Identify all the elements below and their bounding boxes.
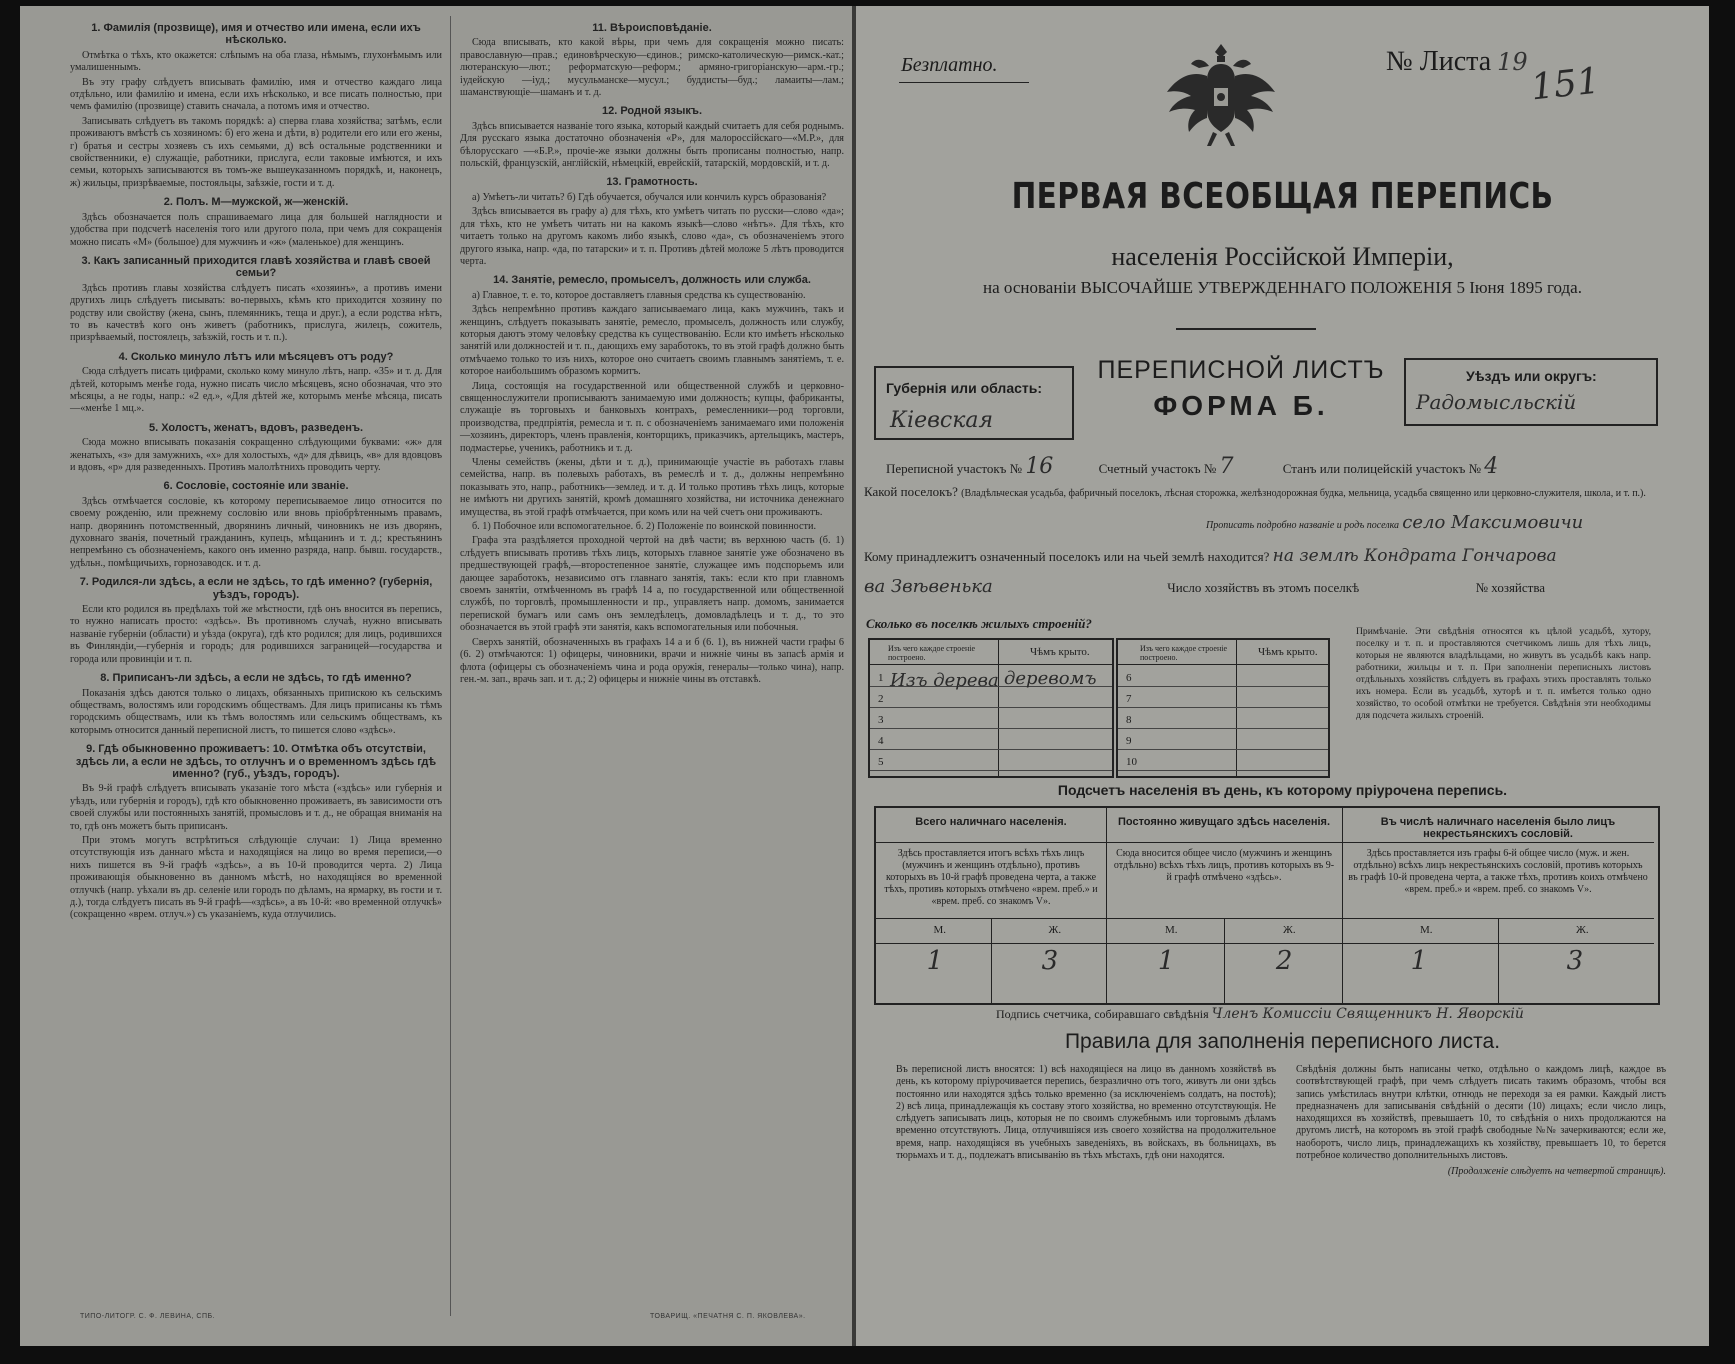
- column-divider: [450, 16, 451, 1316]
- section-heading: 4. Сколько минуло лѣтъ или мѣсяцевъ отъ роду?: [118, 350, 394, 363]
- grid-head-roof: Чѣмъ крыто.: [1030, 646, 1090, 658]
- owner-line-2: [864, 576, 1684, 597]
- section-heading: 8. Приписанъ-ли здѣсь, а если не здѣсь, то гдѣ именно?: [100, 672, 412, 685]
- male-count-handwritten: 1: [1157, 946, 1175, 976]
- sheet-number-label: № Листа: [1386, 46, 1492, 77]
- grid-right-head-built: Изъ чего каждое строеніе построено.: [1140, 644, 1228, 662]
- grid-right-head-roof: Чѣмъ крыто.: [1258, 646, 1318, 658]
- province-box: [874, 366, 1074, 440]
- section-paragraph: Лица, состоящія на государственной или общественной службѣ и церковно-священнослужители прописываютъ занимаемую ими должность; купцы, фабриканты, служащіе въ торговыхъ и банковыхъ контрахъ, ремесленники—род торговли, производства, предпріятія, ремесла и т. п. с обозначеніемъ занимаемаго ими положенія—хозяинъ, директоръ, членъ правленія, конторщикъ, приказчикъ, артельщикъ, мастеръ, подмастерье, ученикъ, работникъ и т. д.: [460, 380, 844, 454]
- settlement-note: (Владѣльческая усадьба, фабричный поселокъ, лѣсная сторожка, желѣзнодорожная будка, мельница, усадьба священно или церковно-служителя, школа, и т. п.).: [961, 488, 1646, 499]
- rules-column-1: Въ переписной листъ вносятся: 1) всѣ находящіеся на лицо въ данномъ хозяйствѣ въ день, къ которому пріурочивается перепись, безразлично отъ того, живутъ ли они здѣсь постоянно или находятся здѣсь только временно (за исключеніемъ солдатъ, на постоѣ); 2) всѣ лица, принадлежащія къ составу этого хозяйства, но временно отсутствующія. Не слѣдуетъ записывать лицъ, которыя не по своимъ служебнымъ или торговымъ дѣламъ временно отсутствуютъ. Лица, отлучившіяся изъ своего хозяйства на продолжительное время, напр. находящіяся въ учебныхъ заведеніяхъ, въ войскахъ, въ больницахъ, въ тюрьмахъ и т. д., подлежатъ вписыванію въ тѣхъ мѣстахъ, гдѣ они находятся.: [896, 1064, 1276, 1162]
- signature-handwritten: Членъ Комиссіи Священникъ Н. Яворскій: [1211, 1006, 1524, 1022]
- owner-handwritten: на землѣ Кондрата Гончарова: [1272, 546, 1557, 566]
- rules-continuation: (Продолженіе слѣдуетъ на четвертой страницѣ).: [1447, 1166, 1666, 1178]
- grid-roof-handwritten: деревомъ: [1004, 668, 1097, 689]
- areas-line: [886, 454, 1498, 479]
- section-paragraph: Сюда слѣдуетъ писать цифрами, сколько кому минуло лѣтъ, напр. «35» и т. д. Для дѣтей, которымъ менѣе года, нужно писать число мѣсяцевъ, ясно обозначая, что это мѣсяцы, а не годы, напр.: «2 ед.», «Для дѣтей же, которымъ менѣе мѣсяца, писать—«менѣе 1 мц.».: [70, 366, 442, 415]
- sheet-number-handwritten-2: 151: [1529, 60, 1602, 109]
- buildings-label: Сколько въ поселкѣ жилыхъ строеній?: [866, 616, 1092, 631]
- buildings-note: Примѣчаніе. Эти свѣдѣнія относятся къ цѣлой усадьбѣ, хутору, поселку и т. п. и проставляются счетчикомъ лишь для тѣхъ лицъ, которыя не являются владѣльцами, но живутъ въ усадьбѣ какъ напр. работники, жильцы и т. п. При заполненіи переписныхъ листовъ отдѣльныхъ хозяйствъ слѣдуетъ въ графахъ этихъ проставлять только ихъ номера. Если въ усадьбѣ, хуторѣ и т. п. имѣется только одно хозяйство, то особой отмѣтки не требуется. Свѣдѣнія эти необходимы для подсчета жилыхъ строеній.: [1356, 626, 1651, 721]
- census-area-handwritten: 16: [1025, 454, 1054, 479]
- section-paragraph: Отмѣтка о тѣхъ, кто окажется: слѣпымъ на оба глаза, нѣмымъ, глухонѣмымъ или умалишеннымъ.: [70, 49, 442, 74]
- grid-row-number: 8: [1126, 714, 1132, 726]
- rules-column-2-text: Свѣдѣнія должны быть написаны четко, отдѣльно о каждомъ лицѣ, каждое въ соотвѣтствующей графѣ, при чемъ слѣдуетъ писать такимъ образомъ, чтобы вся запись умѣстилась внутри клѣтки, отнюдь не переходя за ея рамки. Каждый листъ предназначенъ для записыванія свѣдѣній о десяти (10) лицахъ; если число лицъ, находящихся въ хозяйствѣ, превышаетъ 10, то свѣдѣнія о нихъ продолжаются на другомъ листѣ, на которомъ въ этой графѣ свободные №№ зачеркиваются; если же, наоборотъ, число лицъ, принадлежащихъ къ хозяйству, превышаетъ 10, то берется потребное количество дополнительныхъ листовъ.: [1296, 1064, 1666, 1162]
- section-heading: 5. Холостъ, женатъ, вдовъ, разведенъ.: [148, 421, 364, 434]
- male-female-header: [876, 918, 1106, 944]
- free-label: Безплатно.: [901, 54, 998, 76]
- printer-imprint-right: ТОВАРИЩ. «ПЕЧАТНЯ С. П. ЯКОВЛЕВА».: [650, 1313, 806, 1320]
- section-heading: 12. Родной языкъ.: [601, 105, 702, 118]
- section-paragraph: Здѣсь обозначается полъ спрашиваемаго лица для большей наглядности и удобства при подсчетѣ населенія того или другого пола, при чемъ для сокращенія можно писать «М» (большое) для мужчинъ и «ж» (маленькое) для женщинъ.: [70, 211, 442, 248]
- section-heading: 6. Сословіе, состояніе или званіе.: [163, 480, 349, 493]
- right-page-census-form: [856, 6, 1709, 1346]
- grid-built-handwritten: Изъ дерева: [890, 670, 999, 691]
- district-box: [1404, 358, 1658, 426]
- section-paragraph: а) Главное, т. е. то, которое доставляетъ главныя средства къ существованію.: [472, 289, 806, 301]
- population-column-head: Постоянно живущаго здѣсь населенія.: [1106, 808, 1342, 843]
- grid-row-number: 4: [878, 735, 884, 747]
- male-female-header: [1106, 918, 1342, 944]
- section-paragraph: а) Умѣетъ-ли читать? б) Гдѣ обучается, обучался или кончилъ курсъ образованія?: [472, 191, 827, 203]
- settlement-note-2: Прописать подробно названіе и родъ поселка: [1206, 520, 1400, 531]
- section-paragraph: Въ эту графу слѣдуетъ вписывать фамилію, имя и отчество каждаго лица отдѣльно, или фамилію и имена, если ихъ нѣсколько, и все писать полностью, при чемъ фамилію (прозвище) ставить сначала, а потомъ имя и отчество.: [70, 76, 442, 113]
- section-paragraph: Здѣсь вписывается названіе того языка, который каждый считаетъ для себя роднымъ. Для русскаго языка достаточно обозначенія «Р», для малороссійскаго—«М.Р.», для бѣлорусскаго —«Б.Р.», прочіе-же языки должны быть прописаны полностью, напр. польскій, французскій, англійскій, нѣмецкій, еврейскій, татарскій, мордовскій, и т. д.: [460, 120, 844, 170]
- female-label: Ж.: [1576, 924, 1589, 936]
- female-count-handwritten: 3: [1041, 946, 1059, 976]
- section-paragraph: Здѣсь непремѣнно противъ каждаго записываемаго лица, какъ мужчинъ, такъ и женщинъ, слѣдуетъ показывать занятіе, ремесло, промыселъ, должность или службу, которыя даютъ этому человѣку средства къ существованію. Если кто имѣетъ нѣсколько занятій или должностей и т. п., дающихъ ему заработокъ, то въ этой графѣ должно быть отмѣчаемо только то изъ нихъ, которое оно считаетъ своимъ главнымъ занятіемъ, т. е. которое наибольшимъ образомъ кормитъ.: [460, 304, 844, 378]
- female-count-handwritten: 2: [1275, 946, 1293, 976]
- settlement-line: [864, 484, 1664, 500]
- household-number-label: № хозяйства: [1475, 580, 1546, 595]
- female-count-handwritten: 3: [1566, 946, 1584, 976]
- grid-row-number: 1: [878, 672, 884, 684]
- legal-basis: на основаніи ВЫСОЧАЙШЕ УТВЕРЖДЕННАГО ПОЛОЖЕНІЯ 5 Іюня 1895 года.: [983, 278, 1582, 297]
- sheet-number: [1386, 46, 1528, 78]
- rules-column-2: [1296, 1064, 1666, 1179]
- population-column: [876, 808, 1107, 1003]
- section-paragraph: Если кто родился въ предѣлахъ той же мѣстности, гдѣ онъ вносится въ перепись, то нужно написать просто: «здѣсь». Въ противномъ случаѣ, нужно вписывать названіе губерніи (области) и уѣзда (округа), гдѣ кто родился; для лицъ, родившихся въ Финляндіи,—губернія и городъ; для родившихся заграницей—государства и города или провинціи и т. п.: [70, 604, 442, 665]
- district-handwritten: Радомысльскій: [1416, 390, 1577, 414]
- section-paragraph: Показанія здѣсь даются только о лицахъ, обязанныхъ припискою къ сельскимъ обществамъ, волостямъ или городскимъ обществамъ. Для лицъ приписаны къ тѣмъ городскимъ обществамъ, или къ тѣмъ волостямъ или сельскимъ обществамъ, къ которымъ относится данный переписной листъ, то пишется слово «здѣсь».: [70, 687, 442, 736]
- owner-label: Кому принадлежитъ означенный поселокъ или на чьей землѣ находится?: [864, 549, 1270, 564]
- province-label: Губернія или область:: [886, 380, 1043, 396]
- count-area-label: Счетный участокъ №: [1098, 461, 1217, 476]
- grid-row-number: 7: [1126, 693, 1132, 705]
- section-paragraph: б. 1) Побочное или вспомогательное. б. 2) Положеніе по воинской повинности.: [472, 521, 816, 533]
- female-label: Ж.: [1048, 924, 1062, 936]
- section-paragraph: Въ 9-й графѣ слѣдуетъ вписывать указаніе того мѣста («здѣсь» или губернія и уѣздъ, или губернія и городъ), гдѣ кто обыкновенно проживаетъ, въ зависимости отъ своей службы или постоянныхъ занятій, промысловъ и т. д., не обращая вниманія на то, гдѣ онъ можетъ быть приписанъ.: [70, 783, 442, 832]
- section-paragraph: Здѣсь противъ главы хозяйства слѣдуетъ писать «хозяинъ», а противъ имени другихъ лицъ слѣдуетъ писывать: во-первыхъ, кѣмъ кто приходится хозяину по родству или свойству (жена, сынъ, племянникъ, теща и друг.), а если родства нѣтъ, то въ качествѣ кого онъ живетъ (работникъ, прислуга, жилецъ, сожитель, призрѣваемый, постоялецъ, заѣзжій, гость и т. п.).: [70, 282, 442, 344]
- printer-imprint-left: ТИПО-ЛИТОГР. С. Ф. ЛЕВИНА, СПБ.: [80, 1313, 216, 1320]
- population-column-body: Сюда вносится общее число (мужчинъ и женщинъ отдѣльно) всѣхъ тѣхъ лицъ, противъ которыхъ въ 9-й графѣ отмѣчено «здѣсь».: [1113, 848, 1335, 883]
- section-paragraph: Сверхъ занятій, обозначенныхъ въ графахъ 14 а и б (6. 1), въ нижней части графы 6 (6. 2) отмѣчаются: 1) офицеры, чиновники, врачи и нижніе чины въ запасѣ армія и флота (офицеры съ обозначеніемъ чина и рода оружія, генералы—только чина), напр. ген.-м. зап., врачь зап. и т. д.; 2) офицеры и нижніе чины въ отставкѣ.: [460, 636, 844, 685]
- signature-label: Подпись счетчика, собиравшаго свѣдѣнія: [996, 1007, 1209, 1021]
- grid-row-number: 6: [1126, 672, 1132, 684]
- grid-row-number: 2: [878, 693, 884, 705]
- section-heading: 14. Занятіе, ремесло, промыселъ, должность или служба.: [493, 274, 811, 287]
- section-heading: 13. Грамотность.: [606, 176, 698, 189]
- count-area-handwritten: 7: [1219, 454, 1234, 479]
- grid-row-number: 3: [878, 714, 884, 726]
- male-label: М.: [1165, 924, 1178, 936]
- police-area-handwritten: 4: [1484, 454, 1499, 479]
- buildings-grid-right: [1116, 638, 1330, 778]
- sheet-number-handwritten: 19: [1497, 48, 1528, 76]
- section-paragraph: Записывать слѣдуетъ въ такомъ порядкѣ: а) сперва глава хозяйства; затѣмъ, если проживаютъ вмѣстѣ съ хозяиномъ: б) его жена и дѣти, в) родители его или его жены, г) братья и сестры хозяевъ съ ихъ семьями, д) всѣ остальные родственники и свойственники, е) служащіе, работники, прислуга, если таковые имѣются, и ихъ семьи, которыхъ записываются въ томъ-же вышеуказанномъ порядкѣ, и, наконецъ, ж) жильцы, призрѣваемые, постояльцы, заѣзжіе, гости и т. д.: [70, 115, 442, 189]
- female-label: Ж.: [1283, 924, 1296, 936]
- section-paragraph: Здѣсь отмѣчается сословіе, къ которому переписываемое лицо относится по своему рожденію, или прежнему сословію или вновь пріобрѣтеннымъ правамъ, напр. дворянинъ потомственный, дворянинъ личный, чиновникъ не изъ дворянъ, духовнаго званія, почетный гражданинъ, купецъ, мѣщанинъ и т. д.; крестьянинъ непремѣнно съ обозначеніемъ, какого онъ именно разряда, напр. бывш. государств., удѣльн., помѣщичьихъ, горнозаводск. и т. д.: [70, 495, 442, 569]
- census-area-label: Переписной участокъ №: [886, 461, 1023, 476]
- buildings-grid-left: [868, 638, 1114, 778]
- imperial-eagle-emblem-icon: [1161, 36, 1281, 156]
- population-column-body: Здѣсь проставляется итогъ всѣхъ тѣхъ лицъ (мужчинъ и женщинъ отдѣльно), противъ которыхъ въ 10-й графѣ проведена черта, а также тѣхъ, противъ которыхъ отмѣчено «врем. преб.» и «врем. преб. со знакомъ V».: [884, 848, 1098, 907]
- settlement-value-line: [1206, 512, 1656, 533]
- settlement-label: Какой поселокъ?: [864, 484, 958, 499]
- owner-handwritten-2: ва Звѣвенька: [864, 576, 993, 597]
- section-heading: 1. Фамилія (прозвище), имя и отчество или имена, если ихъ нѣсколько.: [91, 22, 421, 47]
- population-tally-title: Подсчетъ населенія въ день, къ которому пріурочена перепись.: [1057, 782, 1508, 798]
- section-paragraph: Графа эта раздѣляется проходной чертой на двѣ части; въ верхнюю часть (б. 1) слѣдуетъ вписывать противъ тѣхъ лицъ, которыхъ главное занятіе уже обозначено въ предшествующей графѣ,—второстепенное занятіе, служащее имъ подспорьемъ или дающее заработокъ, независимо отъ главнаго занятія, такъ: если кто при главномъ своемъ занятіи, отмѣченномъ въ графѣ 14 а, по государственной или общественной службѣ, по торговлѣ, промышленности и пр., управляетъ напр. домомъ, занимается перепиской бумагъ или самъ онъ земледѣлецъ, домовладѣлецъ и т. д., то это обозначается въ этой графѣ эти занятія, какъ вспомогательныя или побочныя.: [460, 535, 844, 634]
- grid-head-built: Изъ чего каждое строеніе построено.: [888, 644, 976, 662]
- male-female-header: [1342, 918, 1654, 944]
- section-paragraph: Сюда вписывать, кто какой вѣры, при чемъ для сокращенія можно писать: православную—прав.; единовѣрческую—єдинов.; римско-католическую—римск.-кат.; лютеранскую—лют.; реформатскую—реформ.; армяно-григоріанскую—арм.-гр.; іудейскую —іуд.; мусульманске—мусул.; буддисты—буд.; ламаиты—лам.; шаманствующіе—шаманъ и т. д.: [460, 37, 844, 99]
- police-area-label: Станъ или полицейскій участокъ №: [1282, 461, 1482, 476]
- grid-row-number: 5: [878, 756, 884, 768]
- population-column-body: Здѣсь проставляется изъ графы 6-й общее число (муж. и жен. отдѣльно) всѣхъ лицъ некрестьянскихъ сословій, противъ которыхъ въ графѣ 10-й проведена черта, а также тѣхъ, противъ коихъ отмѣчено «врем. преб.» и «врем. преб. со знакомъ V».: [1348, 848, 1648, 895]
- rules-title: Правила для заполненія переписного листа.: [1064, 1030, 1501, 1053]
- population-column-head: Всего наличнаго населенія.: [876, 808, 1106, 843]
- grid-row-number: 10: [1126, 756, 1137, 768]
- households-label: Число хозяйствъ въ этомъ поселкѣ: [1167, 580, 1360, 595]
- title-rule: [1176, 328, 1316, 330]
- district-label: Уѣздъ или округъ:: [1466, 368, 1597, 384]
- population-column-head: Въ числѣ наличнаго населенія было лицъ некрестьянскихъ сословій.: [1342, 808, 1654, 843]
- free-underline: [899, 82, 1029, 83]
- section-paragraph: При этомъ могутъ встрѣтиться слѣдующіе случаи: 1) Лица временно отсутствующія изъ даннаго мѣста и находящіяся на лицо во время переписи,—о нихъ пишется въ 9-й графѣ «здѣсь», а въ 10-й проводится черта. 2) Лица проживающія обыкновенно въ данномъ мѣстѣ, но находящіяся во временной отлучкѣ (напр. уѣхали въ др. селеніе или городъ по дѣламъ, на ярмарку, въ гости и т. д.), тогда слѣдуетъ писать въ 9-й графѣ—«здѣсь», а въ 10-й: «во временной отлучкѣ» (сокращенно «врем. отлуч.») съ указаніемъ, куда отлучились.: [70, 834, 442, 921]
- male-label: М.: [1420, 924, 1433, 936]
- form-title: ПЕРЕПИСНОЙ ЛИСТЪ: [1097, 356, 1385, 384]
- section-heading: 2. Полъ. М—мужской, ж—женскій.: [163, 196, 349, 209]
- province-handwritten: Кіевская: [890, 408, 994, 433]
- population-column: [1106, 808, 1343, 1003]
- census-title: ПЕРВАЯ ВСЕОБЩАЯ ПЕРЕПИСЬ: [1011, 176, 1554, 217]
- population-tally-table: [874, 806, 1660, 1005]
- population-column: [1342, 808, 1654, 1003]
- instructions-column-2: [460, 16, 844, 688]
- male-count-handwritten: 1: [1410, 946, 1428, 976]
- settlement-handwritten: село Максимовичи: [1402, 512, 1584, 533]
- owner-line: [864, 546, 1684, 566]
- section-heading: 11. Вѣроисповѣданіе.: [592, 22, 712, 34]
- census-subtitle: населенія Россійской Имперіи,: [1111, 242, 1454, 271]
- left-page-instructions: [20, 6, 856, 1346]
- male-label: М.: [933, 924, 947, 936]
- instructions-column-1: [70, 16, 442, 924]
- section-paragraph: Сюда можно вписывать показанія сокращенно слѣдующими буквами: «ж» для женатыхъ, «з» для замужнихъ, «х» для холостыхъ, «д» для дѣвицъ, «в» для вдовцовъ и вдовъ, «р» для разведенныхъ. Противъ малолѣтнихъ проводить черту.: [70, 437, 442, 473]
- section-heading: 3. Какъ записанный приходится главѣ хозяйства и главѣ своей семьи?: [81, 254, 431, 280]
- male-count-handwritten: 1: [926, 946, 944, 976]
- grid-row-number: 9: [1126, 735, 1132, 747]
- enumerator-signature-line: [996, 1006, 1524, 1022]
- section-heading: 7. Родился-ли здѣсь, а если не здѣсь, то гдѣ именно? (губернія, уѣздъ, городъ).: [79, 576, 433, 601]
- section-paragraph: Члены семействъ (жены, дѣти и т. д.), принимающіе участіе въ работахъ главы семейства, напр. въ полевыхъ работахъ, въ ремеслѣ и т. д., должны непремѣнно показывать это, напр., работникъ—землед. и т. д. И только противъ тѣхъ лицъ, которые не имѣютъ ни другихъ занятій, кромѣ домашняго хозяйства, ни источника денежнаго имущества, въ этой графѣ отмѣчается, при комъ или на чей счетъ они проживаютъ.: [460, 457, 844, 518]
- section-heading: 9. Гдѣ обыкновенно проживаетъ: 10. Отмѣтка объ отсутствіи, здѣсь ли, а если не здѣсь, то отлучнъ и о временномъ здѣсь гдѣ именно? (губ., уѣздъ, городъ).: [75, 743, 437, 780]
- form-b-label: ФОРМА Б.: [1153, 390, 1329, 421]
- section-paragraph: Здѣсь вписывается въ графу а) для тѣхъ, кто умѣетъ читать по русски—слово «да»; для тѣхъ, кто не умѣетъ читать ни на какомъ языкѣ—слово «нѣтъ». Для тѣхъ, кто читаетъ только на другомъ какомъ либо языкѣ, слово «да», съ обозначеніемъ этого другого языка, напр. «да, по татарски» и т. п. Противъ дѣтей моложе 5 лѣтъ проводится черта.: [460, 206, 844, 267]
